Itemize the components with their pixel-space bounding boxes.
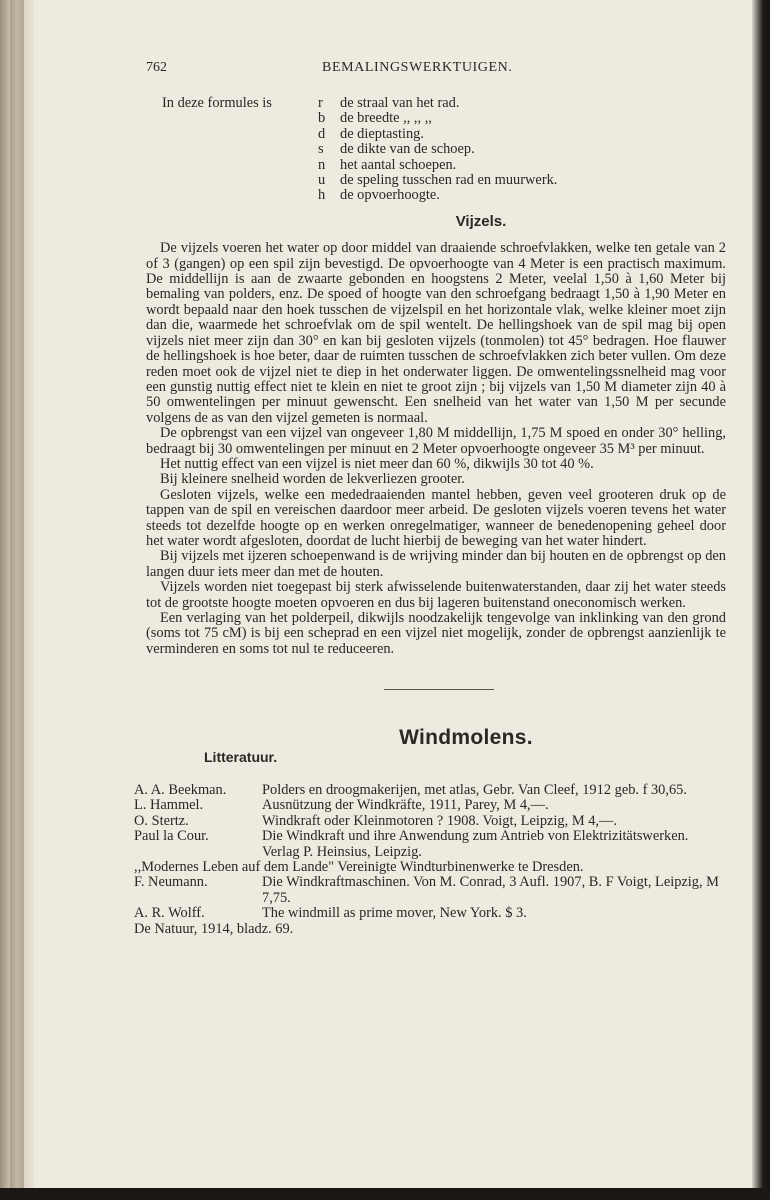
reference-list: [134, 783, 726, 937]
formula-row: [318, 127, 726, 142]
formula-description: de speling tusschen rad en muurwerk.: [340, 172, 558, 189]
formula-symbol: h: [318, 187, 326, 204]
reference-text: Windkraft oder Kleinmotoren ? 1908. Voigt, Leipzig, M 4,—.: [262, 812, 617, 829]
formula-symbol: d: [318, 125, 326, 142]
formula-symbol: b: [318, 110, 326, 127]
formula-description: het aantal schoepen.: [340, 156, 457, 173]
paragraph: Gesloten vijzels, welke een mededraaienden mantel hebben, geven veel grooteren druk op de tappen van de spil en vereischen daardoor meer arbeid. De gesloten vijzels voeren tevens het water steeds tot dezelfde hoogte op en werken onregelmatiger, wanneer de benedenopening geheel door het water wordt afgesloten, doordat de lucht hierbij de beweging van het water hindert.: [146, 486, 726, 549]
paragraph: Het nuttig effect van een vijzel is niet meer dan 60 %, dikwijls 30 tot 40 %.: [160, 455, 594, 472]
formula-rows: [318, 96, 726, 204]
paragraph: Bij kleinere snelheid worden de lekverliezen grooter.: [160, 471, 465, 488]
reference-entry: [134, 922, 726, 937]
reference-entry: [134, 814, 726, 829]
page-header: [146, 60, 726, 82]
paragraph: Vijzels worden niet toegepast bij sterk afwisselende buitenwaterstanden, daar zij het water steeds tot de grootste hoogte moeten opvoeren en dus bij lageren buitenstand oneconomisch werken.: [146, 579, 726, 611]
formula-legend: [146, 96, 726, 204]
reference-text: The windmill as prime mover, New York. $ 3.: [262, 905, 527, 922]
reference-text: De Natuur, 1914, bladz. 69.: [134, 920, 294, 937]
reference-text: Ausnützung der Windkräfte, 1911, Parey, M 4,—.: [262, 797, 549, 814]
formula-symbol: u: [318, 172, 326, 189]
formula-symbol: r: [318, 95, 323, 111]
reference-author: O. Stertz.: [134, 812, 189, 829]
formula-description: de opvoerhoogte.: [340, 187, 440, 204]
reference-author: A. R. Wolff.: [134, 905, 205, 922]
formula-row: [318, 142, 726, 157]
reference-author: L. Hammel.: [134, 797, 204, 814]
paragraph: De vijzels voeren het water op door middel van draaiende schroefvlakken, welke ten getale van 2 of 3 (gangen) op een spil zijn bevestigd. De opvoerhoogte van 4 Meter is een practisch maximum. De middellijn is aan de zwaarte gebonden en hoogstens 2 Meter, veelal 1,50 à 1,60 Meter bij bemaling van polders, enz. De spoed of hoogte van den schroefgang bedraagt 1,50 à 1,90 Meter en wordt bepaald naar den hoek tusschen de vijzelspil en het horizontale vlak, welke kleiner moet zijn dan die, waarmede het schroefvlak om de spil wentelt. De hellingshoek van de spil mag bij open vijzels niet meer zijn dan 30° en kan bij gesloten vijzels (tonmolen) tot 45° bedragen. Hoe flauwer de hellingshoek is hoe beter, daar de ruimten tusschen de schroefvlakken zich beter vullen. Om deze reden moet ook de vijzel niet te diep in het onderwater liggen. De omwentelingssnelheid mag voor een gunstig nuttig effect niet te klein en niet te groot zijn ; bij vijzels van 1,50 M diameter zijn 40 à 50 omwentelingen per minuut gewenscht. Een snelheid van het water van 1,50 M per secunde volgens de as van den vijzel gemeten is normaal.: [146, 240, 726, 426]
reference-text: ,,Modernes Leben auf dem Lande" Vereinigte Windturbinenwerke te Dresden.: [134, 859, 584, 876]
section-title-windmolens: Windmolens.: [399, 726, 533, 750]
spine-binding: [10, 0, 24, 1200]
formula-intro: In deze formules is: [162, 95, 272, 111]
paragraph: Bij vijzels met ijzeren schoepenwand is de wrijving minder dan bij houten en de opbrengst op den langen duur iets meer dan met de houten.: [146, 548, 726, 580]
running-title: BEMALINGSWERKTUIGEN.: [322, 60, 513, 75]
right-page-edge: [752, 0, 770, 1200]
formula-symbol: s: [318, 141, 324, 158]
formula-description: de breedte ,, ,, ,,: [340, 110, 432, 127]
reference-text: Die Windkraftmaschinen. Von M. Conrad, 3 Aufl. 1907, B. F Voigt, Leipzig, M 7,75.: [262, 874, 719, 906]
formula-description: de dieptasting.: [340, 125, 424, 142]
section-title-vijzels: Vijzels.: [455, 212, 507, 230]
formula-row: [318, 111, 726, 126]
formula-row: [318, 96, 726, 111]
formula-symbol: n: [318, 156, 326, 173]
reference-entry: [134, 783, 726, 798]
formula-description: de dikte van de schoep.: [340, 141, 475, 158]
page-content: [134, 60, 726, 937]
literature-heading: Litteratuur.: [204, 748, 278, 765]
reference-entry: [134, 860, 726, 875]
reference-author: Paul la Cour.: [134, 828, 209, 845]
formula-row: [318, 188, 726, 203]
formula-description: de straal van het rad.: [340, 95, 460, 111]
vijzels-text: [146, 241, 726, 657]
bottom-page-edge: [0, 1188, 770, 1200]
reference-author: F. Neumann.: [134, 874, 208, 891]
reference-text: Die Windkraft und ihre Anwendung zum Antrieb von Elektrizitätswerken. Verlag P. Heinsius, Leipzig.: [262, 828, 689, 860]
formula-row: [318, 158, 726, 173]
paragraph: Een verlaging van het polderpeil, dikwijls noodzakelijk tengevolge van inklinking van den grond (soms tot 75 cM) is bij een scheprad en een vijzel niet mogelijk, zonder de opbrengst aanzienlijk te verminderen en soms tot nul te reduceeren.: [146, 610, 726, 657]
page-number: 762: [146, 60, 167, 75]
reference-entry: [134, 798, 726, 813]
reference-entry: [134, 875, 726, 906]
reference-entry: [134, 906, 726, 921]
paragraph: De opbrengst van een vijzel van ongeveer 1,80 M middellijn, 1,75 M spoed en onder 30° helling, bedraagt bij 30 omwentelingen per minuut en 2 Meter opvoerhoogte ongeveer 35 M³ per minuut.: [146, 425, 726, 457]
section-divider: [384, 689, 494, 690]
reference-entry: [134, 829, 726, 860]
formula-row: [318, 173, 726, 188]
reference-text: Polders en droogmakerijen, met atlas, Gebr. Van Cleef, 1912 geb. f 30,65.: [262, 782, 687, 799]
reference-author: A. A. Beekman.: [134, 782, 227, 799]
